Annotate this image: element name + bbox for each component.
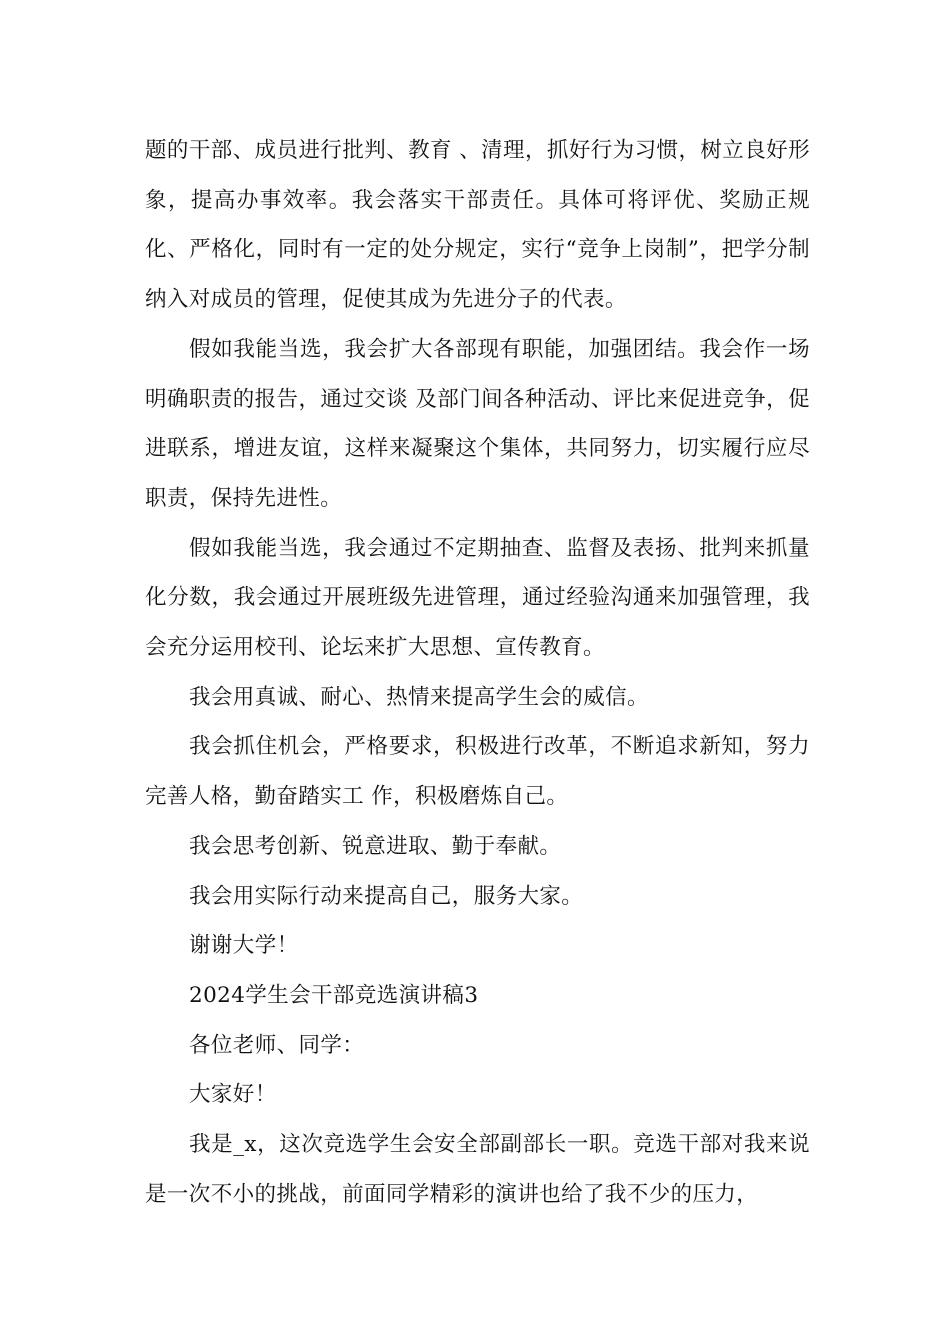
paragraph: 题的干部、成员进行批判、教育 、清理，抓好行为习惯，树立良好形象，提高办事效率。我会落实干部责任。具体可将评优、奖励正规化、严格化，同时有一定的处分规定，实行“竞争上岗制”，把学分制纳入对成员的管理，促使其成为先进分子的代表。: [145, 138, 810, 313]
salutation: 各位老师、同学：: [189, 1032, 365, 1058]
section-heading: 2024学生会干部竞选演讲稿3: [189, 982, 479, 1008]
paragraph: 我会用实际行动来提高自己，服务大家。: [189, 883, 584, 909]
paragraph: 我会抓住机会，严格要求，积极进行改革，不断追求新知，努力完善人格，勤奋踏实工 作，积极磨炼自己。: [145, 734, 810, 810]
document-body: [145, 126, 810, 1219]
paragraph: 假如我能当选，我会通过不定期抽查、监督及表扬、批判来抓量化分数，我会通过开展班级先进管理，通过经验沟通来加强管理，我会充分运用校刊、论坛来扩大思想、宣传教育。: [145, 535, 810, 661]
paragraph: 我会用真诚、耐心、热情来提高学生会的威信。: [189, 684, 649, 710]
paragraph: 我是_x，这次竞选学生会安全部副部长一职。竞选干部对我来说是一次不小的挑战，前面同学精彩的演讲也给了我不少的压力，: [145, 1132, 810, 1207]
paragraph: 我会思考创新、锐意进取、勤于奉献。: [189, 833, 562, 859]
paragraph: 谢谢大学！: [189, 933, 299, 959]
greeting: 大家好！: [189, 1082, 277, 1108]
paragraph: 假如我能当选，我会扩大各部现有职能，加强团结。我会作一场明确职责的报告，通过交谈 及部门间各种活动、评比来促进竞争，促进联系，增进友谊，这样来凝聚这个集体，共同努力，切实履行应尽职责，保持先进性。: [145, 336, 810, 511]
